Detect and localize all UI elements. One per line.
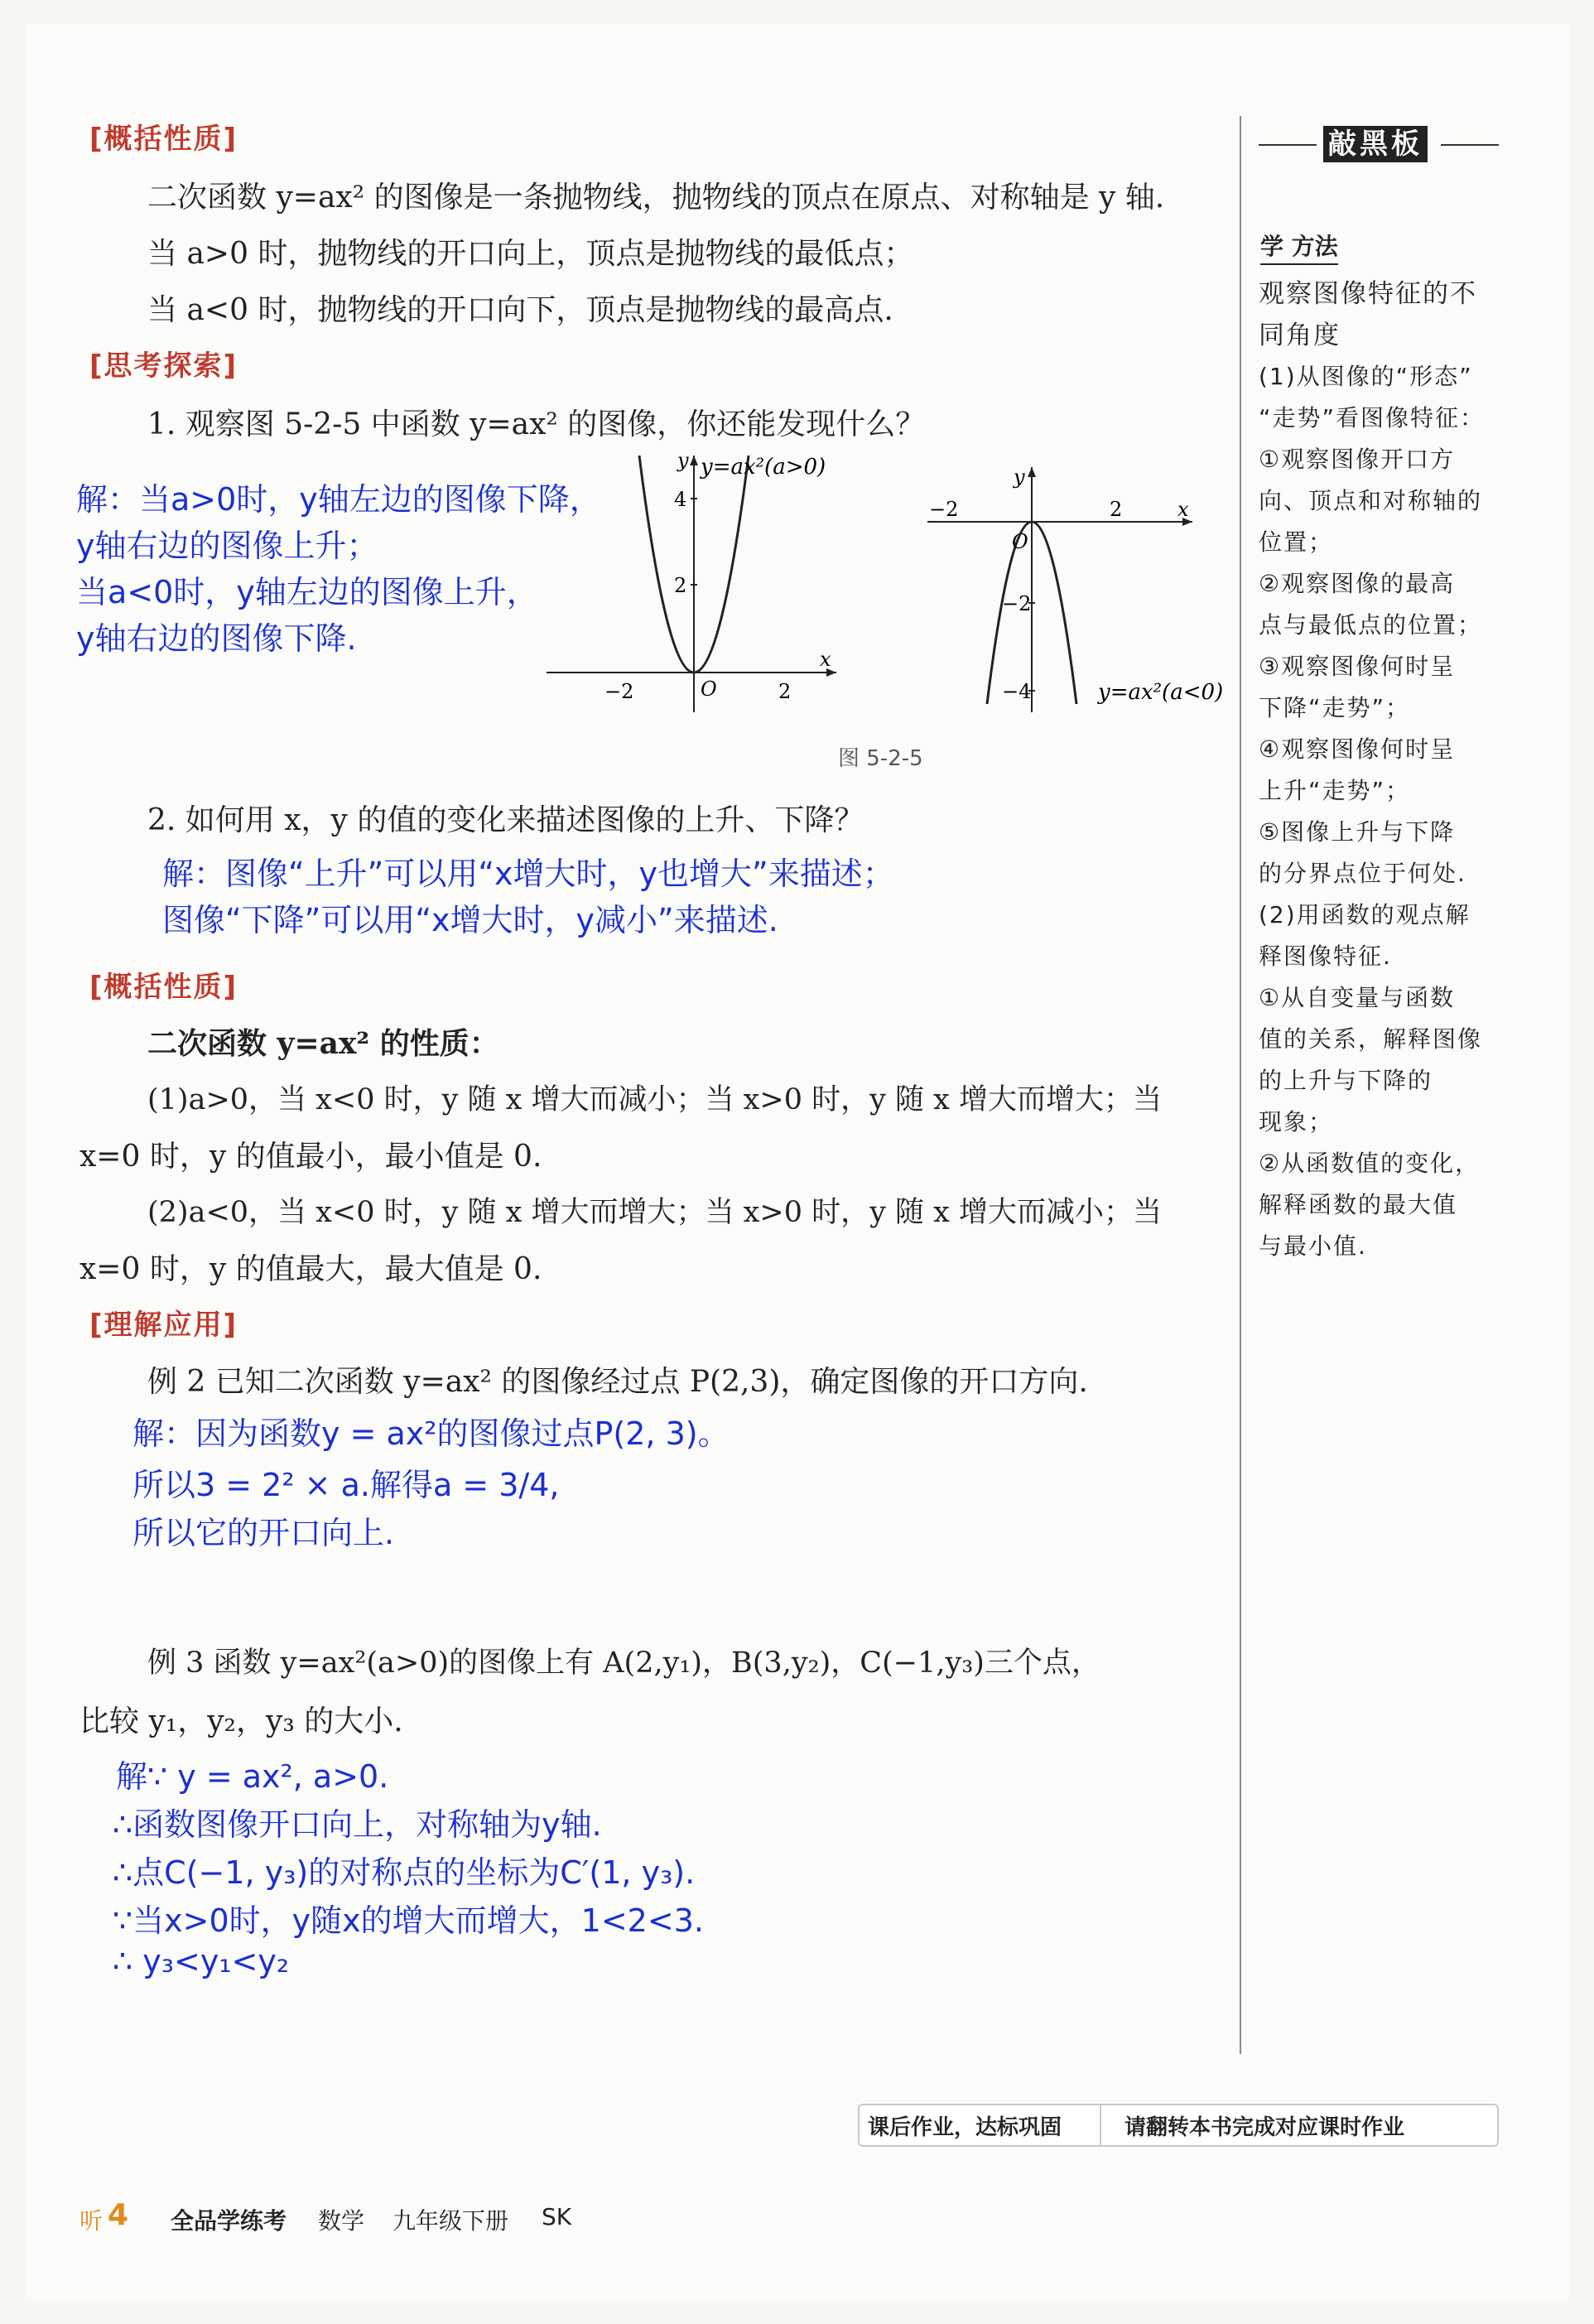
sidebar-line: 释图像特征.: [1259, 943, 1392, 970]
section-title-apply: [理解应用]: [89, 1309, 238, 1342]
sidebar-badge: [1259, 124, 1499, 166]
answer-line: 当a<0时，y轴左边的图像上升，: [76, 574, 538, 610]
property-heading: 二次函数 y=ax² 的性质：: [147, 1026, 499, 1061]
graph2-xtick: −2: [929, 498, 959, 521]
figure-caption: 图 5-2-5: [838, 746, 923, 771]
page-prefix: 听: [79, 2207, 104, 2235]
sidebar-line: 与最小值.: [1259, 1232, 1367, 1260]
answer-line: ∴点C(−1, y₃)的对称点的坐标为C′(1, y₃).: [113, 1854, 696, 1891]
sidebar-line: 的分界点位于何处.: [1259, 860, 1466, 887]
answer-line: 所以它的开口向上.: [132, 1515, 395, 1551]
graph-parabola-down: [919, 456, 1234, 721]
page-number: 4: [108, 2198, 129, 2232]
answer-line: 解：当a>0时，y轴左边的图像下降，: [76, 481, 601, 518]
example-3-cont: 比较 y₁，y₂，y₃ 的大小.: [79, 1704, 403, 1738]
sidebar-line: ②从函数值的变化，: [1259, 1150, 1481, 1177]
sidebar-line: 位置；: [1259, 528, 1334, 556]
question-1: 1. 观察图 5-2-5 中函数 y=ax² 的图像，你还能发现什么？: [147, 407, 926, 441]
sidebar-line: 上升“走势”；: [1259, 777, 1411, 804]
homework-box: [858, 2104, 1499, 2147]
graph1-label: y=ax²(a>0): [701, 455, 826, 480]
sidebar-line: ①观察图像开口方: [1259, 446, 1456, 473]
method-label: 学 方法: [1260, 229, 1338, 265]
section-title-explore: [思考探索]: [89, 350, 238, 383]
sidebar-line: (1)从图像的“形态”: [1259, 363, 1473, 390]
property-line: (2)a<0，当 x<0 时，y 随 x 增大而增大；当 x>0 时，y 随 x 增大而减小；当: [147, 1196, 1162, 1229]
example-2: 例 2 已知二次函数 y=ax² 的图像经过点 P(2,3)，确定图像的开口方向.: [147, 1365, 1088, 1399]
graph1-xtick: 2: [778, 680, 792, 703]
answer-line: y轴右边的图像下降.: [76, 620, 357, 657]
sidebar-line: 的上升与下降的: [1259, 1067, 1433, 1094]
sidebar-line: 值的关系，解释图像: [1259, 1025, 1483, 1053]
graph2-label: y=ax²(a<0): [1098, 680, 1224, 705]
section-title-generalize: [概括性质]: [89, 123, 238, 156]
answer-line: y轴右边的图像上升；: [76, 528, 378, 564]
answer-line: 解∵ y = ax², a>0.: [116, 1758, 389, 1795]
question-2: 2. 如何用 x，y 的值的变化来描述图像的上升、下降？: [147, 803, 864, 837]
graph1-yname: y: [677, 449, 689, 472]
sidebar-line: 现象；: [1259, 1108, 1334, 1135]
property-line: (1)a>0，当 x<0 时，y 随 x 增大而减小；当 x>0 时，y 随 x 增大而增大；当: [147, 1083, 1162, 1116]
sidebar-line: ③观察图像何时呈: [1259, 653, 1456, 680]
property-line: x=0 时，y 的值最大，最大值是 0.: [79, 1252, 542, 1286]
grade: 九年级下册: [392, 2207, 509, 2235]
sidebar-line: 同角度: [1259, 321, 1341, 350]
homework-label: 课后作业，达标巩固: [868, 2115, 1062, 2140]
graph-parabola-up: [538, 447, 845, 721]
sidebar-line: 下降“走势”；: [1259, 694, 1411, 721]
sidebar-line: 向、顶点和对称轴的: [1259, 487, 1483, 514]
property-line: x=0 时，y 的值最小，最小值是 0.: [79, 1140, 542, 1174]
graph1-ytick: 2: [674, 574, 687, 597]
sidebar-line: 点与最低点的位置；: [1259, 611, 1483, 639]
answer-line: 图像“下降”可以用“x增大时，y减小”来描述.: [162, 902, 778, 938]
text-line: 二次函数 y=ax² 的图像是一条抛物线，抛物线的顶点在原点、对称轴是 y 轴.: [147, 181, 1165, 215]
section-title-generalize: [概括性质]: [89, 971, 238, 1004]
sidebar-line: “走势”看图像特征：: [1259, 404, 1486, 432]
graph2-ytick: −4: [1002, 680, 1032, 703]
graph1-xname: x: [820, 648, 831, 671]
sidebar-line: 观察图像特征的不: [1259, 279, 1477, 309]
sidebar-line: 解释函数的最大值: [1259, 1191, 1458, 1218]
text-line: 当 a<0 时，抛物线的开口向下，顶点是抛物线的最高点.: [147, 293, 893, 327]
sidebar-line: ①从自变量与函数: [1259, 984, 1456, 1011]
text-line: 当 a>0 时，抛物线的开口向上，顶点是抛物线的最低点；: [147, 237, 914, 271]
sidebar-line: ②观察图像的最高: [1259, 570, 1456, 597]
answer-line: ∴函数图像开口向上，对称轴为y轴.: [113, 1806, 602, 1843]
edition: SK: [542, 2203, 572, 2230]
sidebar-notes: [1259, 273, 1499, 1267]
example-3: 例 3 函数 y=ax²(a>0)的图像上有 A(2,y₁)，B(3,y₂)，C(−1,y₃)三个点，: [147, 1647, 1100, 1680]
sidebar-line: ④观察图像何时呈: [1259, 735, 1456, 763]
graph2-ytick: −2: [1002, 592, 1032, 615]
book-title: 全品学练考: [171, 2207, 287, 2235]
graph2-yname: y: [1014, 465, 1025, 489]
column-divider: [1240, 116, 1241, 2054]
graph2-xname: x: [1177, 498, 1189, 521]
badge-text: 敲黑板: [1323, 126, 1428, 162]
graph1-xtick: −2: [604, 680, 634, 703]
answer-line: ∵当x>0时，y随x的增大而增大，1<2<3.: [113, 1902, 704, 1939]
homework-instruction: 请翻转本书完成对应课时作业: [1124, 2115, 1405, 2140]
graph1-ytick: 4: [674, 488, 687, 511]
answer-line: 解：图像“上升”可以用“x增大时，y也增大”来描述；: [162, 856, 894, 892]
graph2-origin: O: [1012, 530, 1028, 553]
sidebar-line: ⑤图像上升与下降: [1259, 818, 1456, 846]
graph1-origin: O: [701, 677, 717, 701]
answer-line: ∴ y₃<y₁<y₂: [113, 1943, 290, 1979]
answer-line: 所以3 = 2² × a.解得a = 3/4,: [132, 1467, 560, 1503]
subject: 数学: [318, 2207, 365, 2235]
sidebar-line: (2)用函数的观点解: [1259, 901, 1471, 928]
answer-line: 解：因为函数y = ax²的图像过点P(2, 3)。: [132, 1415, 730, 1452]
graph2-xtick: 2: [1110, 498, 1123, 521]
